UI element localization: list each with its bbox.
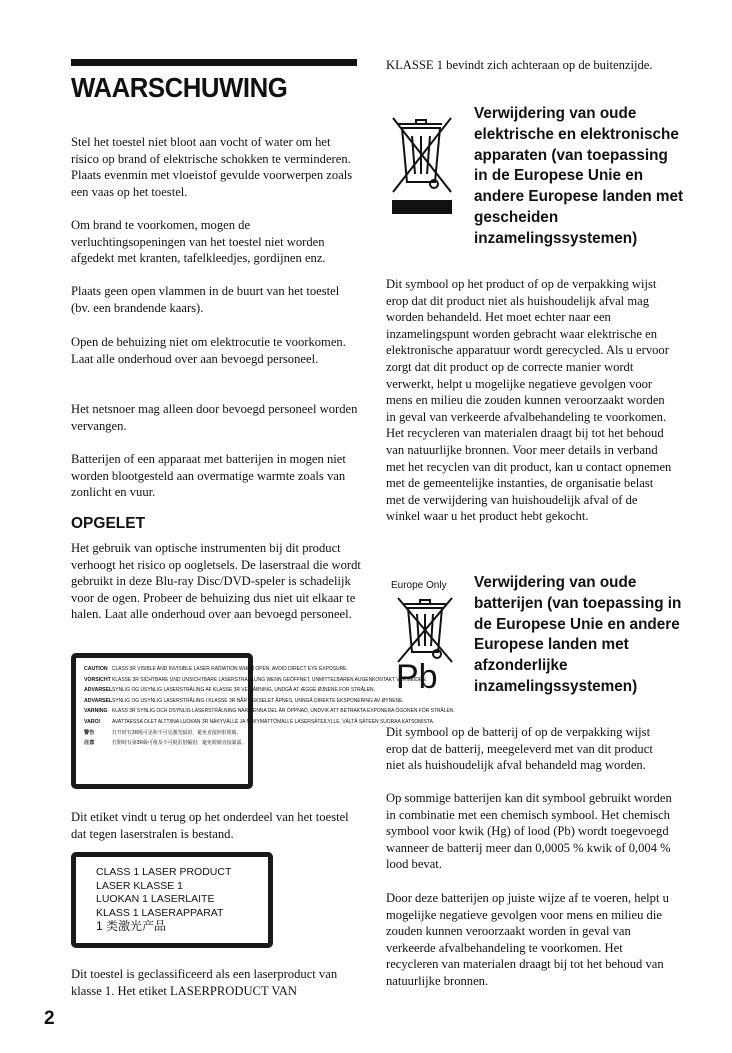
page-title: WAARSCHUWING bbox=[71, 72, 288, 103]
weee-paragraph: Dit symbool op het product of op de verpakking wijst erop dat dit product niet als huishoudelijk afval mag worden behandeld. Het moet echter naar een inzamelingspunt worden gebracht waar elektrische en elektronische apparatuur wordt gerecycled. Als u ervoor zorgt dat dit product op de correcte manier wordt verwerkt, helpt u mogelijke negatieve gevolgen voor mens en milieu die zouden kunnen veroorzaakt worden in geval van verkeerde afvalbehandeling te voorkomen. Het recycleren van materialen draagt bij tot het behoud van natuurlijke bronnen. Voor meer details in verband met het recyclen van dit product, kan u contact opnemen met de gemeentelijke instanties, de organisatie belast met de verwijdering van huishoudelijk afval of de winkel waar u het product hebt gekocht. bbox=[386, 277, 672, 524]
weee-heading: Verwijdering van oude elektrische en elektronische apparaten (van toepassing in de Europese Unie en andere Europese landen met gescheiden inzamelingssystemen) bbox=[474, 105, 684, 247]
top-rule bbox=[71, 59, 357, 66]
classification-text: Dit toestel is geclassificeerd als een laserproduct van klasse 1. Het etiket LASERPRODUCT VAN bbox=[71, 967, 338, 998]
warning-paragraph-6: Batterijen of een apparaat met batterijen in mogen niet worden blootgesteld aan overmatige warmte zoals van zonlicht en vuur. bbox=[71, 452, 346, 500]
class1-line: CLASS 1 LASER PRODUCT bbox=[96, 866, 232, 878]
batteries-heading: Verwijdering van oude batterijen (van toepassing in de Europese Unie en andere Europese landen met afzonderlijke inzamelingssystemen) bbox=[474, 574, 682, 695]
class1-line: KLASS 1 LASERAPPARAT bbox=[96, 906, 224, 919]
crossed-out-wheelie-bin-icon bbox=[390, 112, 454, 216]
batteries-paragraph-3: Door deze batterijen op juiste wijze af te voeren, helpt u mogelijke negatieve gevolgen voor mens en milieu die zouden kunnen veroorzaakt worden in geval van verkeerde afvalbehandeling te voorkomen. Het recycleren van materialen draagt bij tot het behoud van natuurlijke bronnen. bbox=[386, 891, 669, 988]
warning-paragraph-2: Om brand te voorkomen, mogen de verluchtingsopeningen van het toestel niet worden afgedekt met kranten, tafelkleedjes, gordijnen enz. bbox=[71, 218, 326, 266]
label-row: 注意 打開時有第3R級可視及不可視雷射輻射，避免眼睛直接暴露。 bbox=[84, 740, 247, 747]
label-row: ADVARSEL SYNLIG OG USYNLIG LASERSTRÅLING I KLASSE 3R NÅR DEKSELET ÅPNES, UNNGÅ DIREKTE EKSPONERING AV ØYNENE. bbox=[84, 697, 404, 704]
warning-paragraph-5: Het netsnoer mag alleen door bevoegd personeel worden vervangen. bbox=[71, 402, 358, 433]
label-row: VARO! AVATTAESSA OLET ALTTIINA LUOKAN 3R NÄKYVÄLLE JA NÄKYMÄTTÖMÄLLE LASERSÄTEILYLLE, VÄLTÄ SÄTEEN SUORAA KATSOMISTA. bbox=[84, 718, 435, 725]
label-caption: Dit etiket vindt u terug op het onderdeel van het toestel dat tegen laserstralen is bestand. bbox=[71, 810, 349, 841]
warning-paragraph-1: Stel het toestel niet bloot aan vocht of water om het risico op brand of elektrische schokken te verminderen. Plaats evenmin met vloeistof gevulde voorwerpen zoals een vaas op het toestel. bbox=[71, 135, 353, 199]
warning-paragraph-4: Open de behuizing niet om elektrocutie te voorkomen. Laat alle onderhoud over aan bevoegd personeel. bbox=[71, 335, 346, 366]
label-row: VARNING KLASS 3R SYNLIG OCH OSYNLIG LASERSTRÅLNING NÄR DENNA DEL ÄR ÖPPNAD, UNDVIK ATT BETRAKTA EXPONERA ÖGONEN FÖR STRÅLEN. bbox=[84, 708, 455, 715]
label-row: CAUTION CLASS 3R VISIBLE AND INVISIBLE LASER RADIATION WHEN OPEN, AVOID DIRECT EYE EXPOSURE. bbox=[84, 666, 348, 672]
label-row: 警告 打开时有3R级可见和不可见激光辐射，避免直接照射眼睛。 bbox=[84, 729, 242, 736]
warning-paragraph-3: Plaats geen open vlammen in de buurt van het toestel (bv. een brandende kaars). bbox=[71, 284, 340, 315]
batteries-paragraph-2: Op sommige batterijen kan dit symbool gebruikt worden in combinatie met een chemisch symbool. Het chemisch symbool voor kwik (Hg) of lood (Pb) wordt toegevoegd wanneer de batterij meer dan 0,0005 % kwik of 0,004 % lood bevat. bbox=[386, 791, 672, 872]
caution-paragraph: Het gebruik van optische instrumenten bij dit product verhoogt het risico op oogletsels. De laserstraal die wordt gebruikt in deze Blu-ray Disc/DVD-speler is schadelijk voor de ogen. Probeer de behuizing dus niet uit elkaar te halen. Laat alle onderhoud over aan bevoegd personeel. bbox=[71, 541, 361, 622]
europe-only-badge: Europe Only bbox=[391, 580, 447, 591]
label-row: VORSICHT KLASSE 3R SICHTBARE UND UNSICHTBARE LASERSTRAHLUNG WENN GEÖFFNET, UNMITTELBAREN AUGENKONTAKT VERMEIDEN. bbox=[84, 676, 427, 683]
class1-line: 1 类激光产品 bbox=[96, 919, 167, 934]
class1-line: LUOKAN 1 LASERLAITE bbox=[96, 893, 215, 906]
caution-heading: OPGELET bbox=[71, 515, 146, 532]
label-row: ADVARSEL SYNLIG OG USYNLIG LASERSTRÅLING AF KLASSE 3R VED ÅBNING, UNDGÅ AT ÆGGE ØJNENE FOR STRÅLEN. bbox=[84, 687, 376, 694]
class1-laser-label bbox=[71, 852, 273, 948]
chemical-symbol-pb: Pb bbox=[396, 658, 438, 696]
page-number: 2 bbox=[44, 1008, 55, 1029]
class1-line: LASER KLASSE 1 bbox=[96, 879, 183, 892]
classification-text-continued: KLASSE 1 bevindt zich achteraan op de buitenzijde. bbox=[386, 58, 653, 72]
batteries-paragraph-1: Dit symbool op de batterij of op de verpakking wijst erop dat de batterij, meegeleverd met van dit product niet als huishoudelijk afval behandeld mag worden. bbox=[386, 725, 653, 773]
